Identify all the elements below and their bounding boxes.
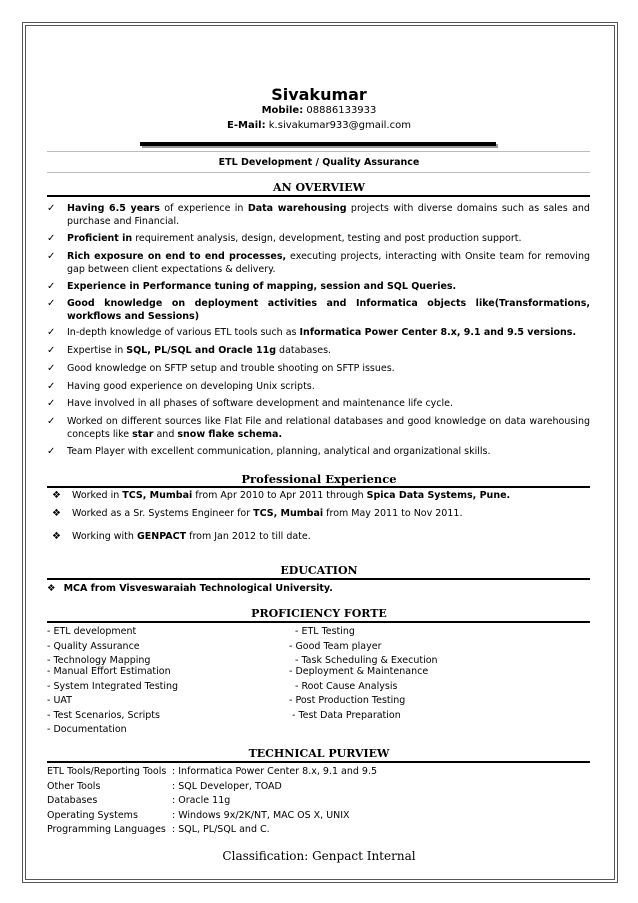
bold-text: star <box>132 428 154 440</box>
tech-value: : SQL Developer, TOAD <box>172 780 282 792</box>
text: projects with diverse domains such as sales and purchase and Financial. <box>67 203 590 227</box>
experience-item-text <box>72 531 595 544</box>
bold-text: TCS, Mumbai <box>253 508 324 519</box>
overview-item-text <box>67 398 590 411</box>
overview-item-text <box>67 446 590 459</box>
proficiency-item: - Documentation <box>47 724 127 735</box>
experience-item <box>52 531 595 544</box>
text: and <box>153 428 178 440</box>
check-icon: ✓ <box>47 281 56 292</box>
text: from Apr 2010 to Apr 2011 through <box>192 490 367 501</box>
check-icon: ✓ <box>47 416 56 427</box>
tech-label: Other Tools <box>47 780 101 792</box>
role-rule-top <box>47 151 590 152</box>
proficiency-item: - Task Scheduling & Execution <box>295 655 438 666</box>
overview-item-text <box>67 233 590 246</box>
overview-rule <box>47 195 590 197</box>
tech-label: ETL Tools/Reporting Tools <box>47 766 167 777</box>
bold-text: GENPACT <box>136 531 187 542</box>
header-divider <box>140 142 496 146</box>
mobile-number: 08886133933 <box>306 105 377 116</box>
overview-item-text <box>67 327 590 340</box>
mobile-line <box>0 105 638 116</box>
education-text: MCA from Visveswaraiah Technological University. <box>63 583 333 594</box>
candidate-name: Sivakumar <box>271 85 367 104</box>
email-address: k.sivakumar933@gmail.com <box>268 120 411 131</box>
overview-item <box>47 363 590 376</box>
overview-heading: AN OVERVIEW <box>273 181 365 194</box>
overview-item-text <box>67 416 590 441</box>
tech-label: Programming Languages <box>47 824 166 835</box>
text: from May 2011 to Nov 2011. <box>323 508 463 519</box>
text: requirement analysis, design, development, testing and post production support. <box>132 233 522 244</box>
tech-label: Databases <box>47 795 98 806</box>
text: executing projects, interacting with Onsite team for removing gap between client expectations & delivery. <box>67 251 590 275</box>
overview-item <box>47 446 590 459</box>
diamond-bullet-icon: ❖ <box>47 583 56 594</box>
overview-item <box>47 416 590 441</box>
proficiency-item: - Post Production Testing <box>289 695 406 706</box>
experience-item-text <box>72 508 595 521</box>
experience-item <box>52 490 595 503</box>
bold-text: Data warehousing <box>247 203 347 214</box>
proficiency-item: - Deployment & Maintenance <box>289 666 429 677</box>
diamond-bullet-icon: ❖ <box>52 508 61 519</box>
tech-label: Operating Systems <box>47 809 138 821</box>
bold-text: Informatica Power Center 8.x, 9.1 and 9.5 versions. <box>299 327 577 338</box>
role-rule-bottom <box>47 172 590 173</box>
text: Have involved in all phases of software development and maintenance life cycle. <box>67 398 454 409</box>
bold-text: snow flake schema. <box>177 428 283 440</box>
experience-rule <box>47 486 590 488</box>
overview-item-text <box>67 345 590 358</box>
proficiency-item: - ETL development <box>47 626 137 637</box>
bold-text: Proficient in <box>67 233 133 244</box>
overview-item-text <box>67 281 590 294</box>
proficiency-item: - System Integrated Testing <box>47 681 179 692</box>
tech-value: : Informatica Power Center 8.x, 9.1 and 9.5 <box>172 766 378 777</box>
check-icon: ✓ <box>47 251 56 262</box>
education-item <box>47 583 333 594</box>
technical-rule <box>47 761 590 763</box>
technical-heading: TECHNICAL PURVIEW <box>248 747 390 760</box>
overview-item-text <box>67 251 590 276</box>
proficiency-item: - Good Team player <box>289 641 382 652</box>
overview-item <box>47 327 590 340</box>
check-icon: ✓ <box>47 398 56 409</box>
text: of experience in <box>159 203 248 214</box>
check-icon: ✓ <box>47 327 56 338</box>
classification-footer: Classification: Genpact Internal <box>222 849 416 863</box>
proficiency-heading: PROFICIENCY FORTE <box>251 607 387 620</box>
overview-item-text <box>67 363 590 376</box>
text: Worked in <box>72 490 123 501</box>
proficiency-rule <box>47 621 590 623</box>
overview-item <box>47 281 590 294</box>
proficiency-item: - Test Data Preparation <box>292 710 401 721</box>
text: Worked as a Sr. Systems Engineer for <box>72 508 254 519</box>
tech-value: : Windows 9x/2K/NT, MAC OS X, UNIX <box>172 809 350 821</box>
text: Team Player with excellent communication, planning, analytical and organizational skills. <box>67 446 491 457</box>
bold-text: Good knowledge on deployment activities and Informatica objects like(Transformations, workflows and Sessions) <box>67 298 590 322</box>
check-icon: ✓ <box>47 345 56 356</box>
check-icon: ✓ <box>47 446 56 457</box>
text: databases. <box>276 345 332 356</box>
bold-text: Rich exposure on end to end processes, <box>67 251 287 262</box>
proficiency-item: - Manual Effort Estimation <box>47 666 171 677</box>
diamond-bullet-icon: ❖ <box>52 490 61 501</box>
overview-item <box>47 298 590 323</box>
experience-item-text <box>72 490 595 503</box>
bold-text: Experience in Performance tuning of mapping, session and SQL Queries. <box>67 281 457 292</box>
text: Worked on different sources like Flat File and relational databases and good knowledge on data warehousing concepts like <box>67 416 590 440</box>
experience-heading: Professional Experience <box>241 472 397 486</box>
proficiency-item: - Test Scenarios, Scripts <box>47 710 160 721</box>
proficiency-item: - Quality Assurance <box>47 641 140 652</box>
education-heading: EDUCATION <box>280 564 358 577</box>
overview-item <box>47 203 590 228</box>
experience-item <box>52 508 595 521</box>
text: Expertise in <box>67 345 127 356</box>
overview-item <box>47 398 590 411</box>
proficiency-item: - Technology Mapping <box>47 655 151 666</box>
text: from Jan 2012 to till date. <box>186 531 311 542</box>
overview-item-text <box>67 381 590 394</box>
tech-value: : Oracle 11g <box>172 795 231 806</box>
role-title: ETL Development / Quality Assurance <box>218 157 420 168</box>
tech-value: : SQL, PL/SQL and C. <box>172 824 270 835</box>
check-icon: ✓ <box>47 381 56 392</box>
proficiency-item: - Root Cause Analysis <box>295 681 398 692</box>
overview-item-text <box>67 203 590 228</box>
bold-text: SQL, PL/SQL and Oracle 11g <box>126 345 277 356</box>
diamond-bullet-icon: ❖ <box>52 531 61 542</box>
education-rule <box>47 578 590 580</box>
bold-text: Having 6.5 years <box>67 203 160 214</box>
proficiency-item: - UAT <box>47 695 72 706</box>
text: Good knowledge on SFTP setup and trouble shooting on SFTP issues. <box>67 363 395 374</box>
check-icon: ✓ <box>47 233 56 244</box>
overview-item <box>47 345 590 358</box>
overview-item <box>47 251 590 276</box>
email-label: E-Mail: <box>227 120 266 131</box>
bold-text: Spica Data Systems, Pune. <box>366 490 511 501</box>
check-icon: ✓ <box>47 203 56 214</box>
overview-item <box>47 233 590 246</box>
text: In-depth knowledge of various ETL tools such as <box>67 327 300 338</box>
text: Having good experience on developing Unix scripts. <box>67 381 315 392</box>
text: Working with <box>72 531 137 542</box>
mobile-label: Mobile: <box>261 105 304 116</box>
proficiency-item: - ETL Testing <box>295 626 355 637</box>
check-icon: ✓ <box>47 363 56 374</box>
bold-text: TCS, Mumbai <box>122 490 193 501</box>
overview-item <box>47 381 590 394</box>
check-icon: ✓ <box>47 298 56 309</box>
email-line <box>0 120 638 131</box>
overview-item-text <box>67 298 590 323</box>
